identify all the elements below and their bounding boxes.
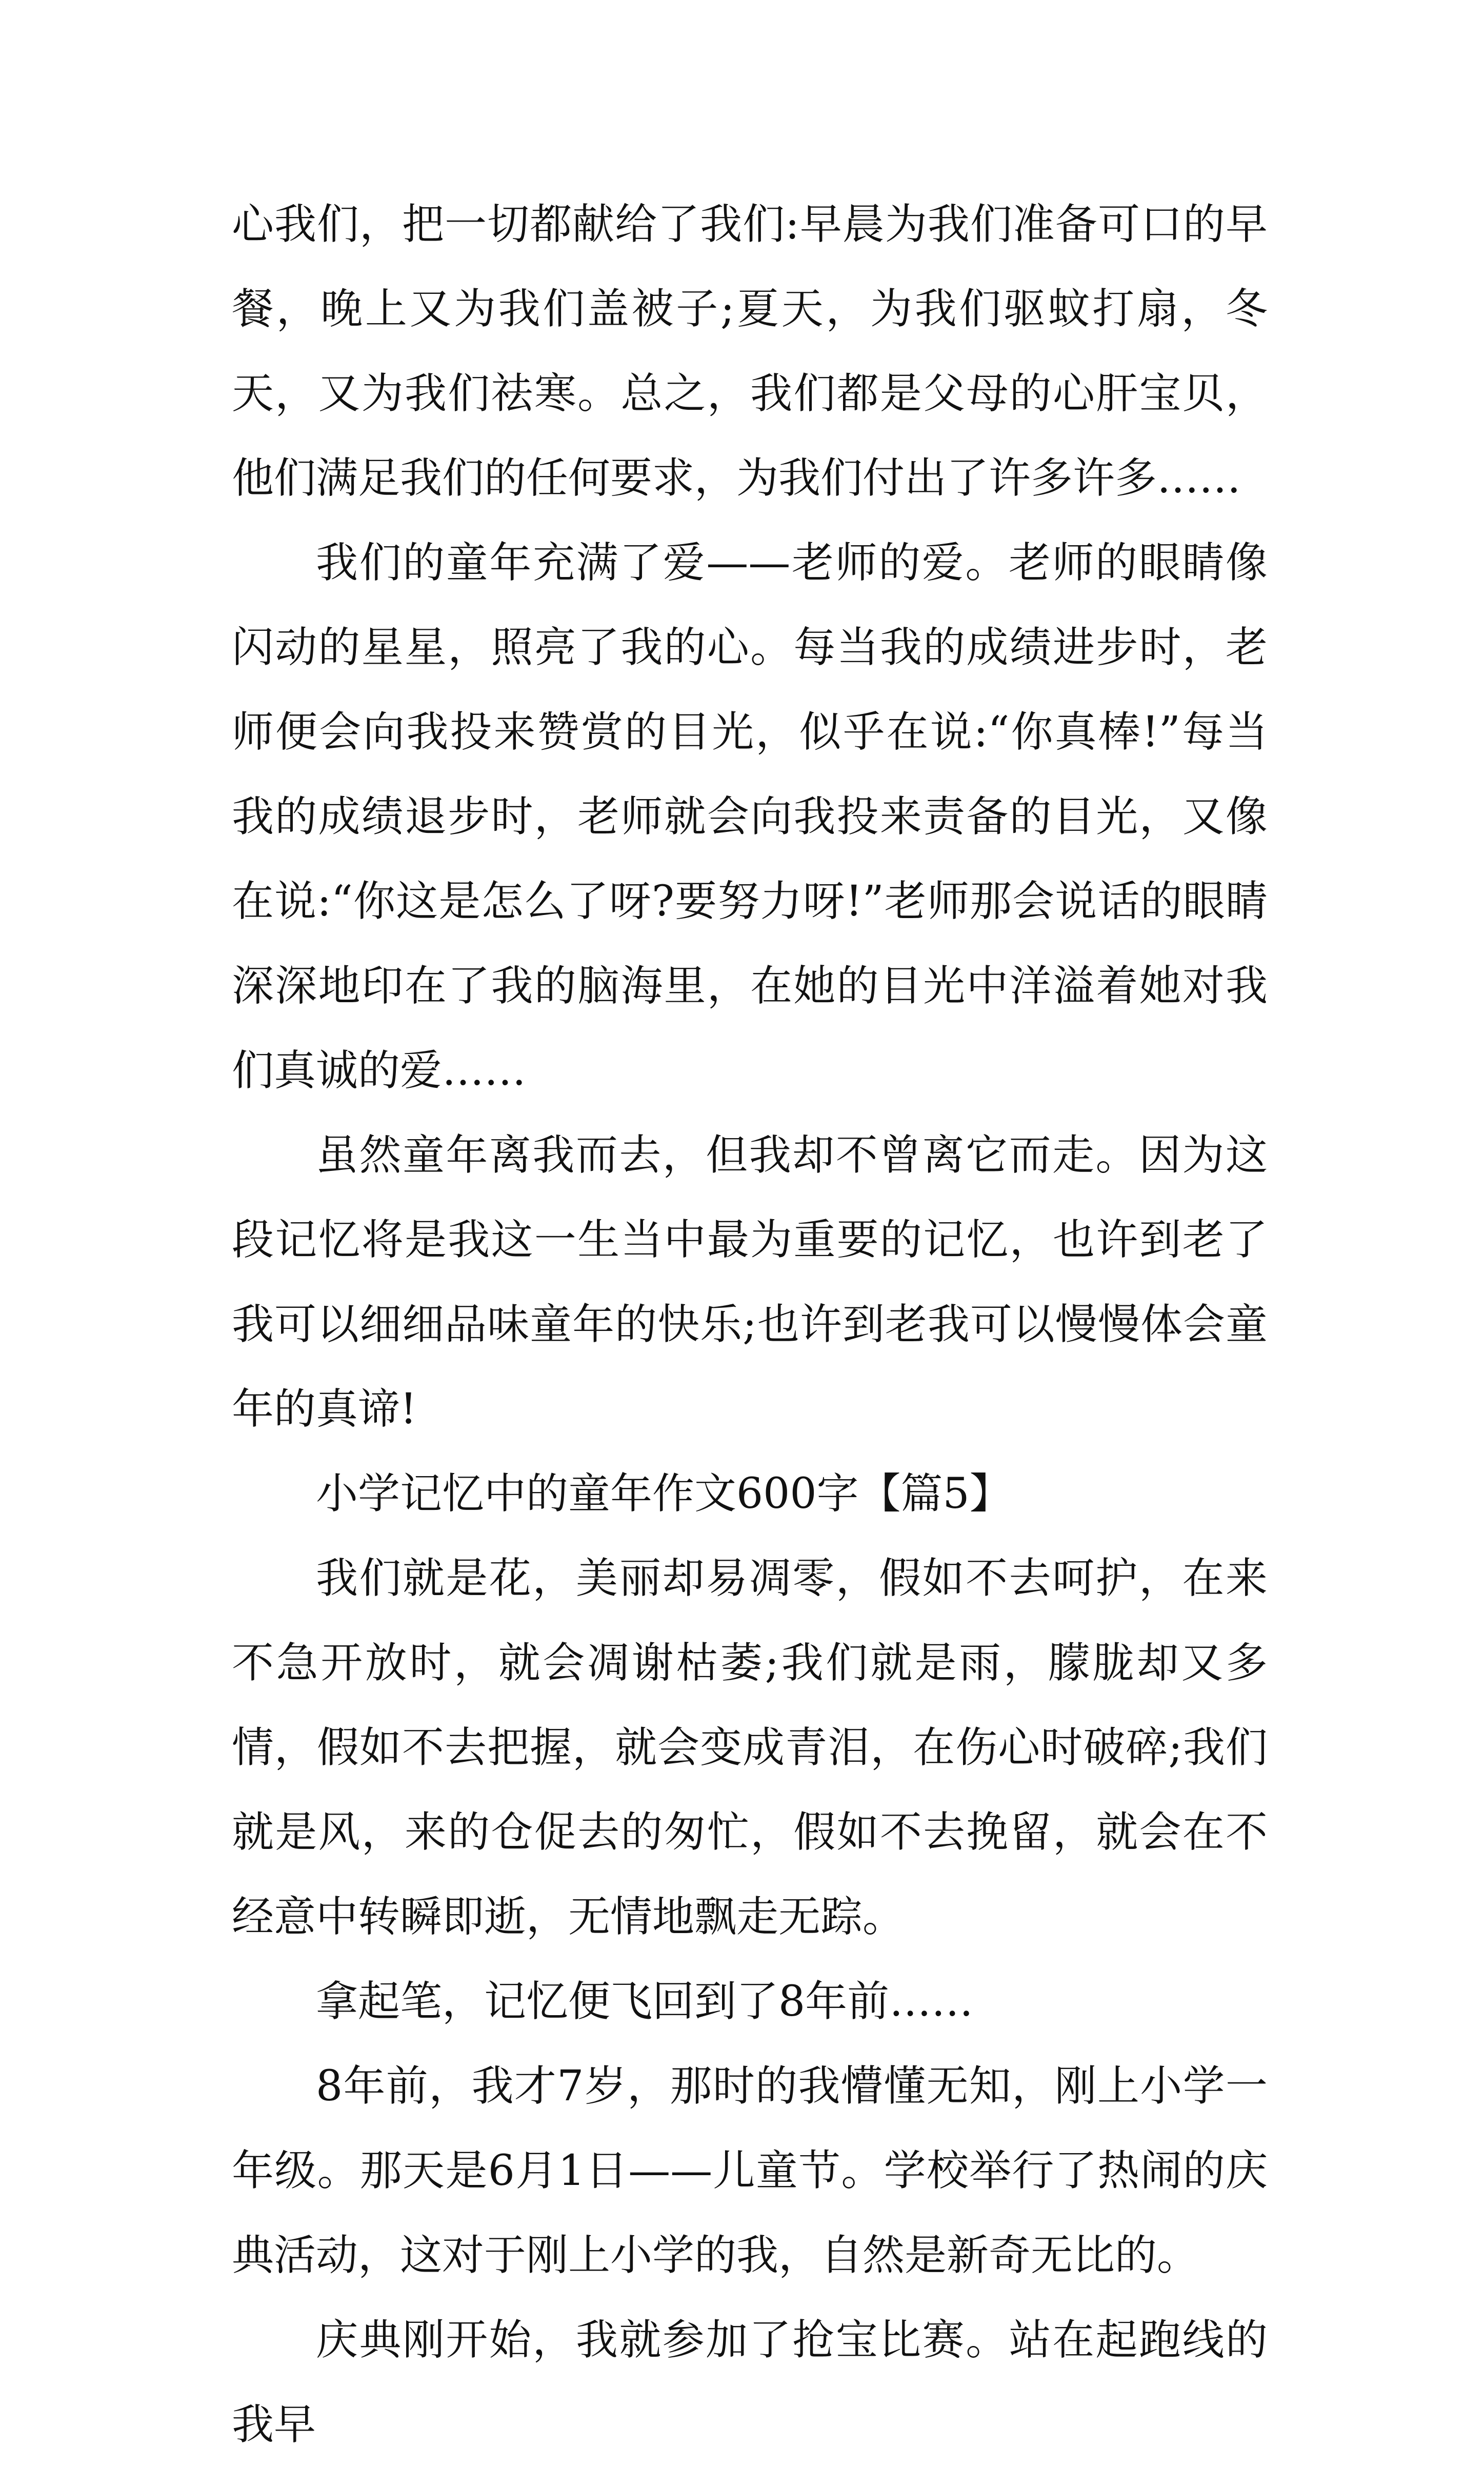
paragraph-flower-rain-wind: 我们就是花，美丽却易凋零，假如不去呵护，在来不急开放时，就会凋谢枯萎;我们就是雨，朦胧却又多情，假如不去把握，就会变成青泪，在伤心时破碎;我们就是风，来的仓促去的匆忙，假如不去挽留，就会在不经意中转瞬即逝，无情地飘走无踪。	[232, 1554, 1268, 1941]
paragraph-childhood-memory: 虽然童年离我而去，但我却不曾离它而走。因为这段记忆将是我这一生当中最为重要的记忆，也许到老了我可以细细品味童年的快乐;也许到老我可以慢慢体会童年的真谛!	[232, 1131, 1268, 1434]
paragraph-eight-years-ago: 8年前，我才7岁，那时的我懵懂无知，刚上小学一年级。那天是6月1日——儿童节。学校举行了热闹的庆典活动，这对于刚上小学的我，自然是新奇无比的。	[232, 2062, 1268, 2280]
document-page	[232, 182, 1268, 2467]
paragraph-pick-up-pen: 拿起笔，记忆便飞回到了8年前……	[316, 1977, 974, 2026]
paragraph-teacher-love: 我们的童年充满了爱——老师的爱。老师的眼睛像闪动的星星，照亮了我的心。每当我的成绩进步时，老师便会向我投来赞赏的目光，似乎在说:“你真棒!”每当我的成绩退步时，老师就会向我投来责备的目光，又像在说:“你这是怎么了呀?要努力呀!”老师那会说话的眼睛深深地印在了我的脑海里，在她的目光中洋溢着她对我们真诚的爱……	[232, 539, 1268, 1095]
paragraph-parent-love-continued: 心我们，把一切都献给了我们:早晨为我们准备可口的早餐，晚上又为我们盖被子;夏天，为我们驱蚊打扇，冬天，又为我们祛寒。总之，我们都是父母的心肝宝贝，他们满足我们的任何要求，为我们付出了许多许多……	[232, 200, 1268, 503]
paragraph-celebration-start: 庆典刚开始，我就参加了抢宝比赛。站在起跑线的我早	[232, 2316, 1268, 2449]
section-heading: 小学记忆中的童年作文600字【篇5】	[316, 1469, 1012, 1518]
